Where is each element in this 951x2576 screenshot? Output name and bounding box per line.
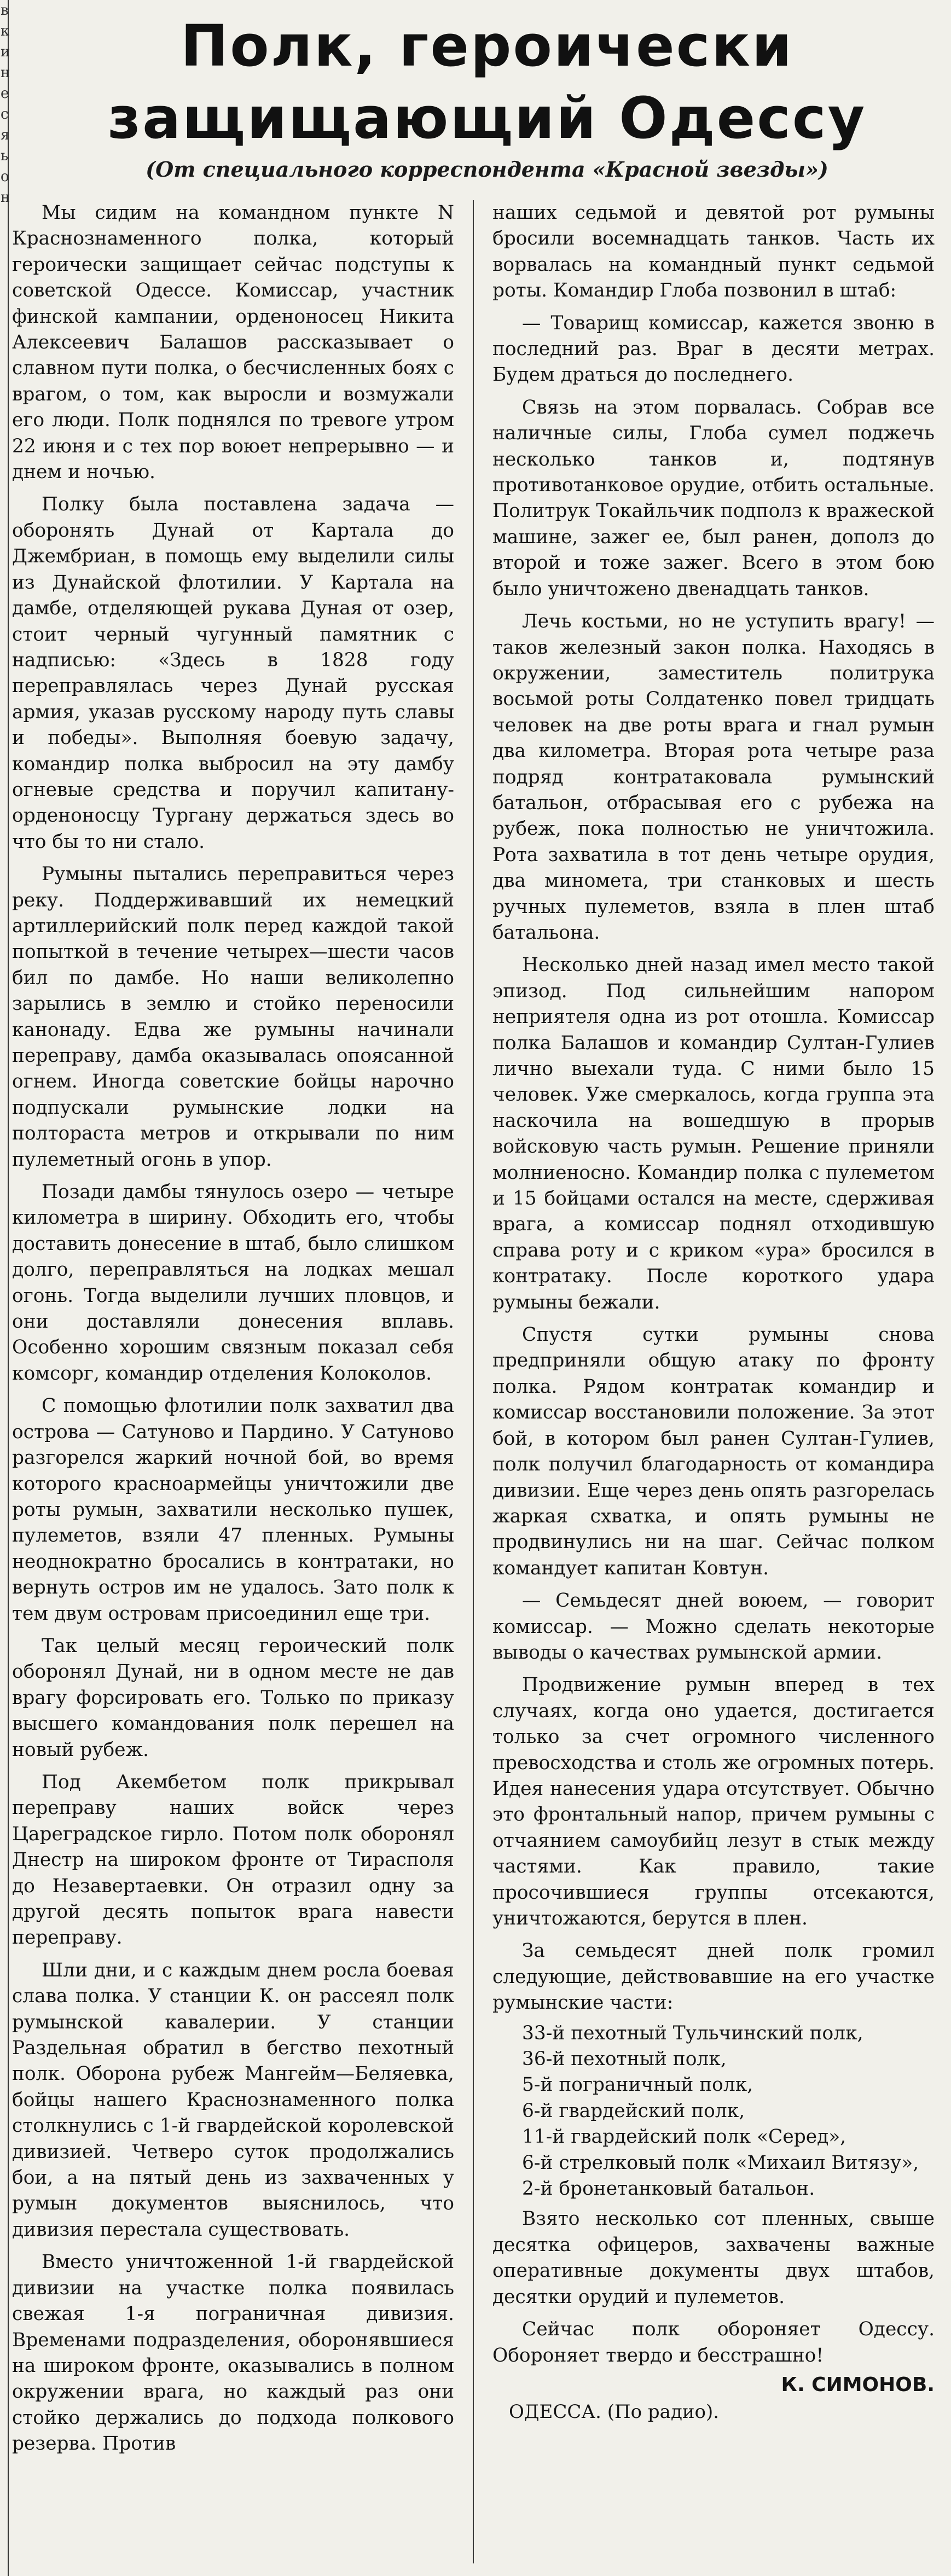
paragraph: Лечь костьми, но не уступить врагу! — таков железный закон полка. Находясь в окружении, заместитель политрука восьмой роты Солдатенко повел тридцать человек на две роты врага и гнал румын два километра. Вторая рота четыре раза подряд контратаковала румынский батальон, отбрасывая его с рубежа на рубеж, пока полностью не уничтожила. Рота захватила в тот день четыре орудия, два миномета, три станковых и шесть ручных пулеметов, взяла в плен штаб батальона. xyxy=(492,610,935,944)
column-divider xyxy=(473,200,474,2563)
edge-letter: и xyxy=(1,44,10,60)
list-item: 36-й пехотный полк, xyxy=(522,2048,727,2071)
paragraph: Под Акембетом полк прикрывал переправу наших войск через Цареградское гирло. Потом полк оборонял Днестр на широком фронте от Тирасполя до Незавертаевки. Он отразил одну за другой десять попыток врага навести переправу. xyxy=(12,1771,454,1949)
paragraph: Несколько дней назад имел место такой эпизод. Под сильнейшим напором неприятеля одна из рот отошла. Комиссар полка Балашов и командир Султан-Гулиев лично выехали туда. С ними было 15 человек. Уже смеркалось, когда группа эта наскочила на вошедшую в прорыв войсковую часть румын. Решение приняли молниеносно. Командир полка с пулеметом и 15 бойцами остался на месте, сдерживая врага, а комиссар поднял отходившую справа роту и с криком «ура» бросился в контратаку. После короткого удара румыны бежали. xyxy=(492,954,935,1313)
dateline: ОДЕССА. (По радио). xyxy=(509,2400,720,2423)
paragraph: — Товарищ комиссар, кажется звоню в последний раз. Враг в десяти метрах. Будем драться до последнего. xyxy=(492,312,935,386)
adjacent-column-edge xyxy=(0,0,9,2576)
list-item: 5-й пограничный полк, xyxy=(522,2074,753,2096)
paragraph: Вместо уничтоженной 1-й гвардейской дивизии на участке полка появилась свежая 1-я пограничная дивизия. Временами подразделения, оборонявшиеся на широком фронте, оказывались в полном окружении врага, но каждый раз они стойко держались до подхода полкового резерва. Против xyxy=(12,2251,454,2455)
paragraph: Спустя сутки румыны снова предприняли общую атаку по фронту полка. Рядом контратак командир и комиссар восстановили положение. За этот бой, в котором был ранен Султан-Гулиев, полк получил благодарность от командира дивизии. Еще через день опять разгорелась жаркая схватка, и опять румыны не продвинулись ни на шаг. Сейчас полком командует капитан Ковтун. xyxy=(492,1324,935,1579)
edge-letter: с xyxy=(1,106,9,123)
paragraph-continued: наших седьмой и девятой рот румыны бросили восемнадцать танков. Часть их ворвалась на командный пункт седьмой роты. Командир Глоба позвонил в штаб: xyxy=(492,202,935,302)
list-item: 6-й стрелковый полк «Михаил Витязу», xyxy=(522,2151,919,2174)
paragraph: Продвижение румын вперед в тех случаях, когда оно удается, достигается только за счет огромного численного превосходства и столь же огромных потерь. Идея нанесения удара отсутствует. Обычно это фронтальный напор, причем румыны с отчаянием самоубийц лезут в стык между частями. Как правило, такие просочившиеся группы отсекаются, уничтожаются, берутся в плен. xyxy=(492,1674,935,1929)
right-column xyxy=(492,200,935,2569)
edge-letter: ь xyxy=(1,148,9,164)
edge-letter: н xyxy=(1,189,10,206)
paragraph: Так целый месяц героический полк оборонял Дунай, ни в одном месте не дав врагу форсировать его. Только по приказу высшего командования полк перешел на новый рубеж. xyxy=(12,1635,454,1761)
list-item: 6-й гвардейский полк, xyxy=(522,2100,745,2122)
edge-letter: о xyxy=(1,168,9,185)
article-headline xyxy=(33,10,941,154)
paragraph: Румыны пытались переправиться через реку. Поддерживавший их немецкий артиллерийский полк перед каждой такой попыткой в течение четырех—шести часов бил по дамбе. Но наши великолепно зарылись в землю и стойко переносили канонаду. Едва же румыны начинали переправу, дамба оказывалась опоясанной огнем. Иногда советские бойцы нарочно подпускали румынские лодки на полтораста метров и открывали по ним пулеметный огонь в упор. xyxy=(12,863,454,1171)
paragraph: За семьдесят дней полк громил следующие, действовавшие на его участке румынские части: xyxy=(492,1940,935,2014)
enemy-units-list xyxy=(492,2021,935,2202)
edge-letter: н xyxy=(1,65,10,81)
edge-letter: е xyxy=(1,85,9,102)
paragraph: — Семьдесят дней воюем, — говорит комиссар. — Можно сделать некоторые выводы о качествах румынской армии. xyxy=(492,1590,935,1664)
headline-line-1: Полк, героически xyxy=(181,13,793,79)
list-item: 2-й бронетанковый батальон. xyxy=(522,2178,815,2200)
paragraph: С помощью флотилии полк захватил два острова — Сатуново и Пардино. У Сатуново разгорелся жаркий ночной бой, во время которого красноармейцы уничтожили две роты румын, захватили несколько пушек, пулеметов, взяли 47 пленных. Румыны неоднократно бросались в контратаки, но вернуть остров им не удалось. Зато полк к тем двум островам присоединил еще три. xyxy=(12,1395,454,1625)
paragraph: Связь на этом порвалась. Собрав все наличные силы, Глоба сумел поджечь несколько танков и, подтянув противотанковое орудие, отбить остальные. Политрук Токайльчик подполз к вражеской машине, зажег ее, был ранен, дополз до второй и тоже зажег. Всего в этом бою было уничтожено двенадцать танков. xyxy=(492,396,935,600)
paragraph: Сейчас полк обороняет Одессу. Обороняет твердо и бесстрашно! xyxy=(492,2318,935,2366)
list-item: 11-й гвардейский полк «Серед», xyxy=(522,2126,846,2148)
paragraph: Полку была поставлена задача — оборонять Дунай от Картала до Джембриан, в помощь ему выделили силы из Дунайской флотилии. У Картала на дамбе, отделяющей рукава Дуная от озер, стоит черный чугунный памятник с надписью: «Здесь в 1828 году переправлялась через Дунай русская армия, указав русскому народу путь славы и победы». Выполняя боевую задачу, командир полка выбросил на эту дамбу огневые средства и поручил капитану-орденоносцу Тургану держаться здесь во что бы то ни стало. xyxy=(12,493,454,853)
left-column xyxy=(12,200,454,2569)
paragraph: Позади дамбы тянулось озеро — четыре километра в ширину. Обходить его, чтобы доставить донесение в штаб, было слишком долго, переправляться на лодках мешал огонь. Тогда выделили лучших пловцов, и они доставляли донесения вплавь. Особенно хорошим связным показал себя комсорг, командир отделения Колоколов. xyxy=(12,1181,454,1385)
author-signature: К. СИМОНОВ. xyxy=(781,2373,935,2396)
edge-letter: я xyxy=(1,127,10,143)
headline-line-2: защищающий Одессу xyxy=(107,85,867,152)
paragraph: Мы сидим на командном пункте N Краснознаменного полка, который героически защищает сейчас подступы к советской Одессе. Комиссар, участник финской кампании, орденоносец Никита Алексеевич Балашов рассказывает о славном пути полка, о бесчисленных боях с врагом, о том, как выросли и возмужали его люди. Полк поднялся по тревоге утром 22 июня и с тех пор воюет непрерывно — и днем и ночью. xyxy=(12,202,454,484)
edge-letter: в xyxy=(1,2,9,19)
edge-letter: к xyxy=(1,23,10,39)
article-subhead: (От специального корреспондента «Красной звезды») xyxy=(146,157,828,182)
paragraph: Взято несколько сот пленных, свыше десятка офицеров, захвачены важные оперативные документы двух штабов, десятки орудий и пулеметов. xyxy=(492,2208,935,2308)
paragraph: Шли дни, и с каждым днем росла боевая слава полка. У станции К. он рассеял полк румынской кавалерии. У станции Раздельная обратил в бегство пехотный полк. Оборона рубеж Мангейм—Беляевка, бойцы нашего Краснознаменного полка столкнулись с 1-й гвардейской королевской дивизией. Четверо суток продолжались бои, а на пятый день из захваченных у румын документов выяснилось, что дивизия перестала существовать. xyxy=(12,1959,454,2241)
list-item: 33-й пехотный Тульчинский полк, xyxy=(522,2022,863,2044)
